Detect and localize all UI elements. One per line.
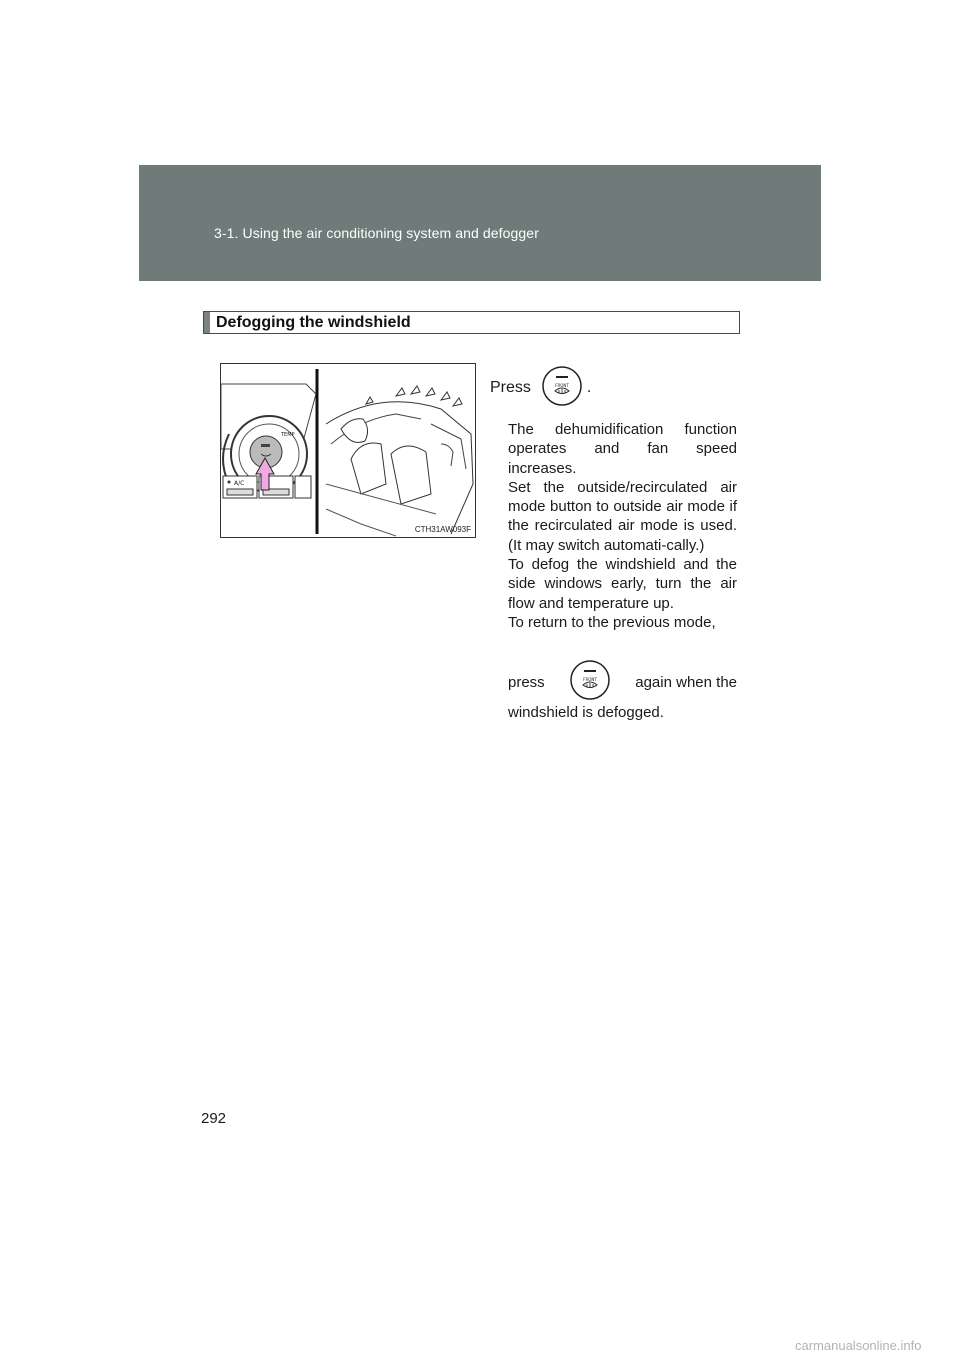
- press-label: Press: [490, 379, 531, 396]
- header-band: [139, 165, 821, 281]
- section-marker: [204, 312, 210, 333]
- press-again-end: windshield is defogged.: [508, 704, 664, 721]
- instruction-description: [508, 420, 737, 632]
- dashboard-illustration: [220, 363, 476, 538]
- press-instruction: [490, 367, 591, 409]
- front-label: FRONT: [583, 677, 597, 682]
- front-defogger-button-icon: [541, 365, 583, 412]
- figure-code: CTH31AW093F: [414, 525, 471, 534]
- paragraph: Set the outside/recirculated air mode button to outside air mode if the recirculated air mode is used. (It may switch automati-cally.): [508, 478, 737, 554]
- paragraph: To defog the windshield and the side windows early, turn the air flow and temperature up.: [508, 556, 737, 612]
- breadcrumb: 3-1. Using the air conditioning system and defogger: [214, 225, 539, 241]
- page-number: 292: [201, 1110, 227, 1127]
- paragraph: To return to the previous mode,: [508, 613, 716, 631]
- press-again-after: again when the: [635, 673, 737, 691]
- section-title: Defogging the windshield: [216, 314, 411, 331]
- temp-label: TEMP: [281, 432, 295, 438]
- ac-label: A/C: [234, 480, 245, 487]
- press-again-line: [508, 661, 737, 703]
- press-again-before: press: [508, 673, 545, 691]
- footer-watermark: carmanualsonline.info: [795, 1338, 922, 1353]
- dashboard-drawing: [221, 364, 476, 538]
- front-label: FRONT: [555, 382, 569, 388]
- section-heading: [203, 311, 740, 334]
- front-defogger-button-icon: [569, 659, 611, 705]
- paragraph: The dehumidification function operates and fan speed increases.: [508, 421, 737, 477]
- press-period: .: [586, 379, 592, 396]
